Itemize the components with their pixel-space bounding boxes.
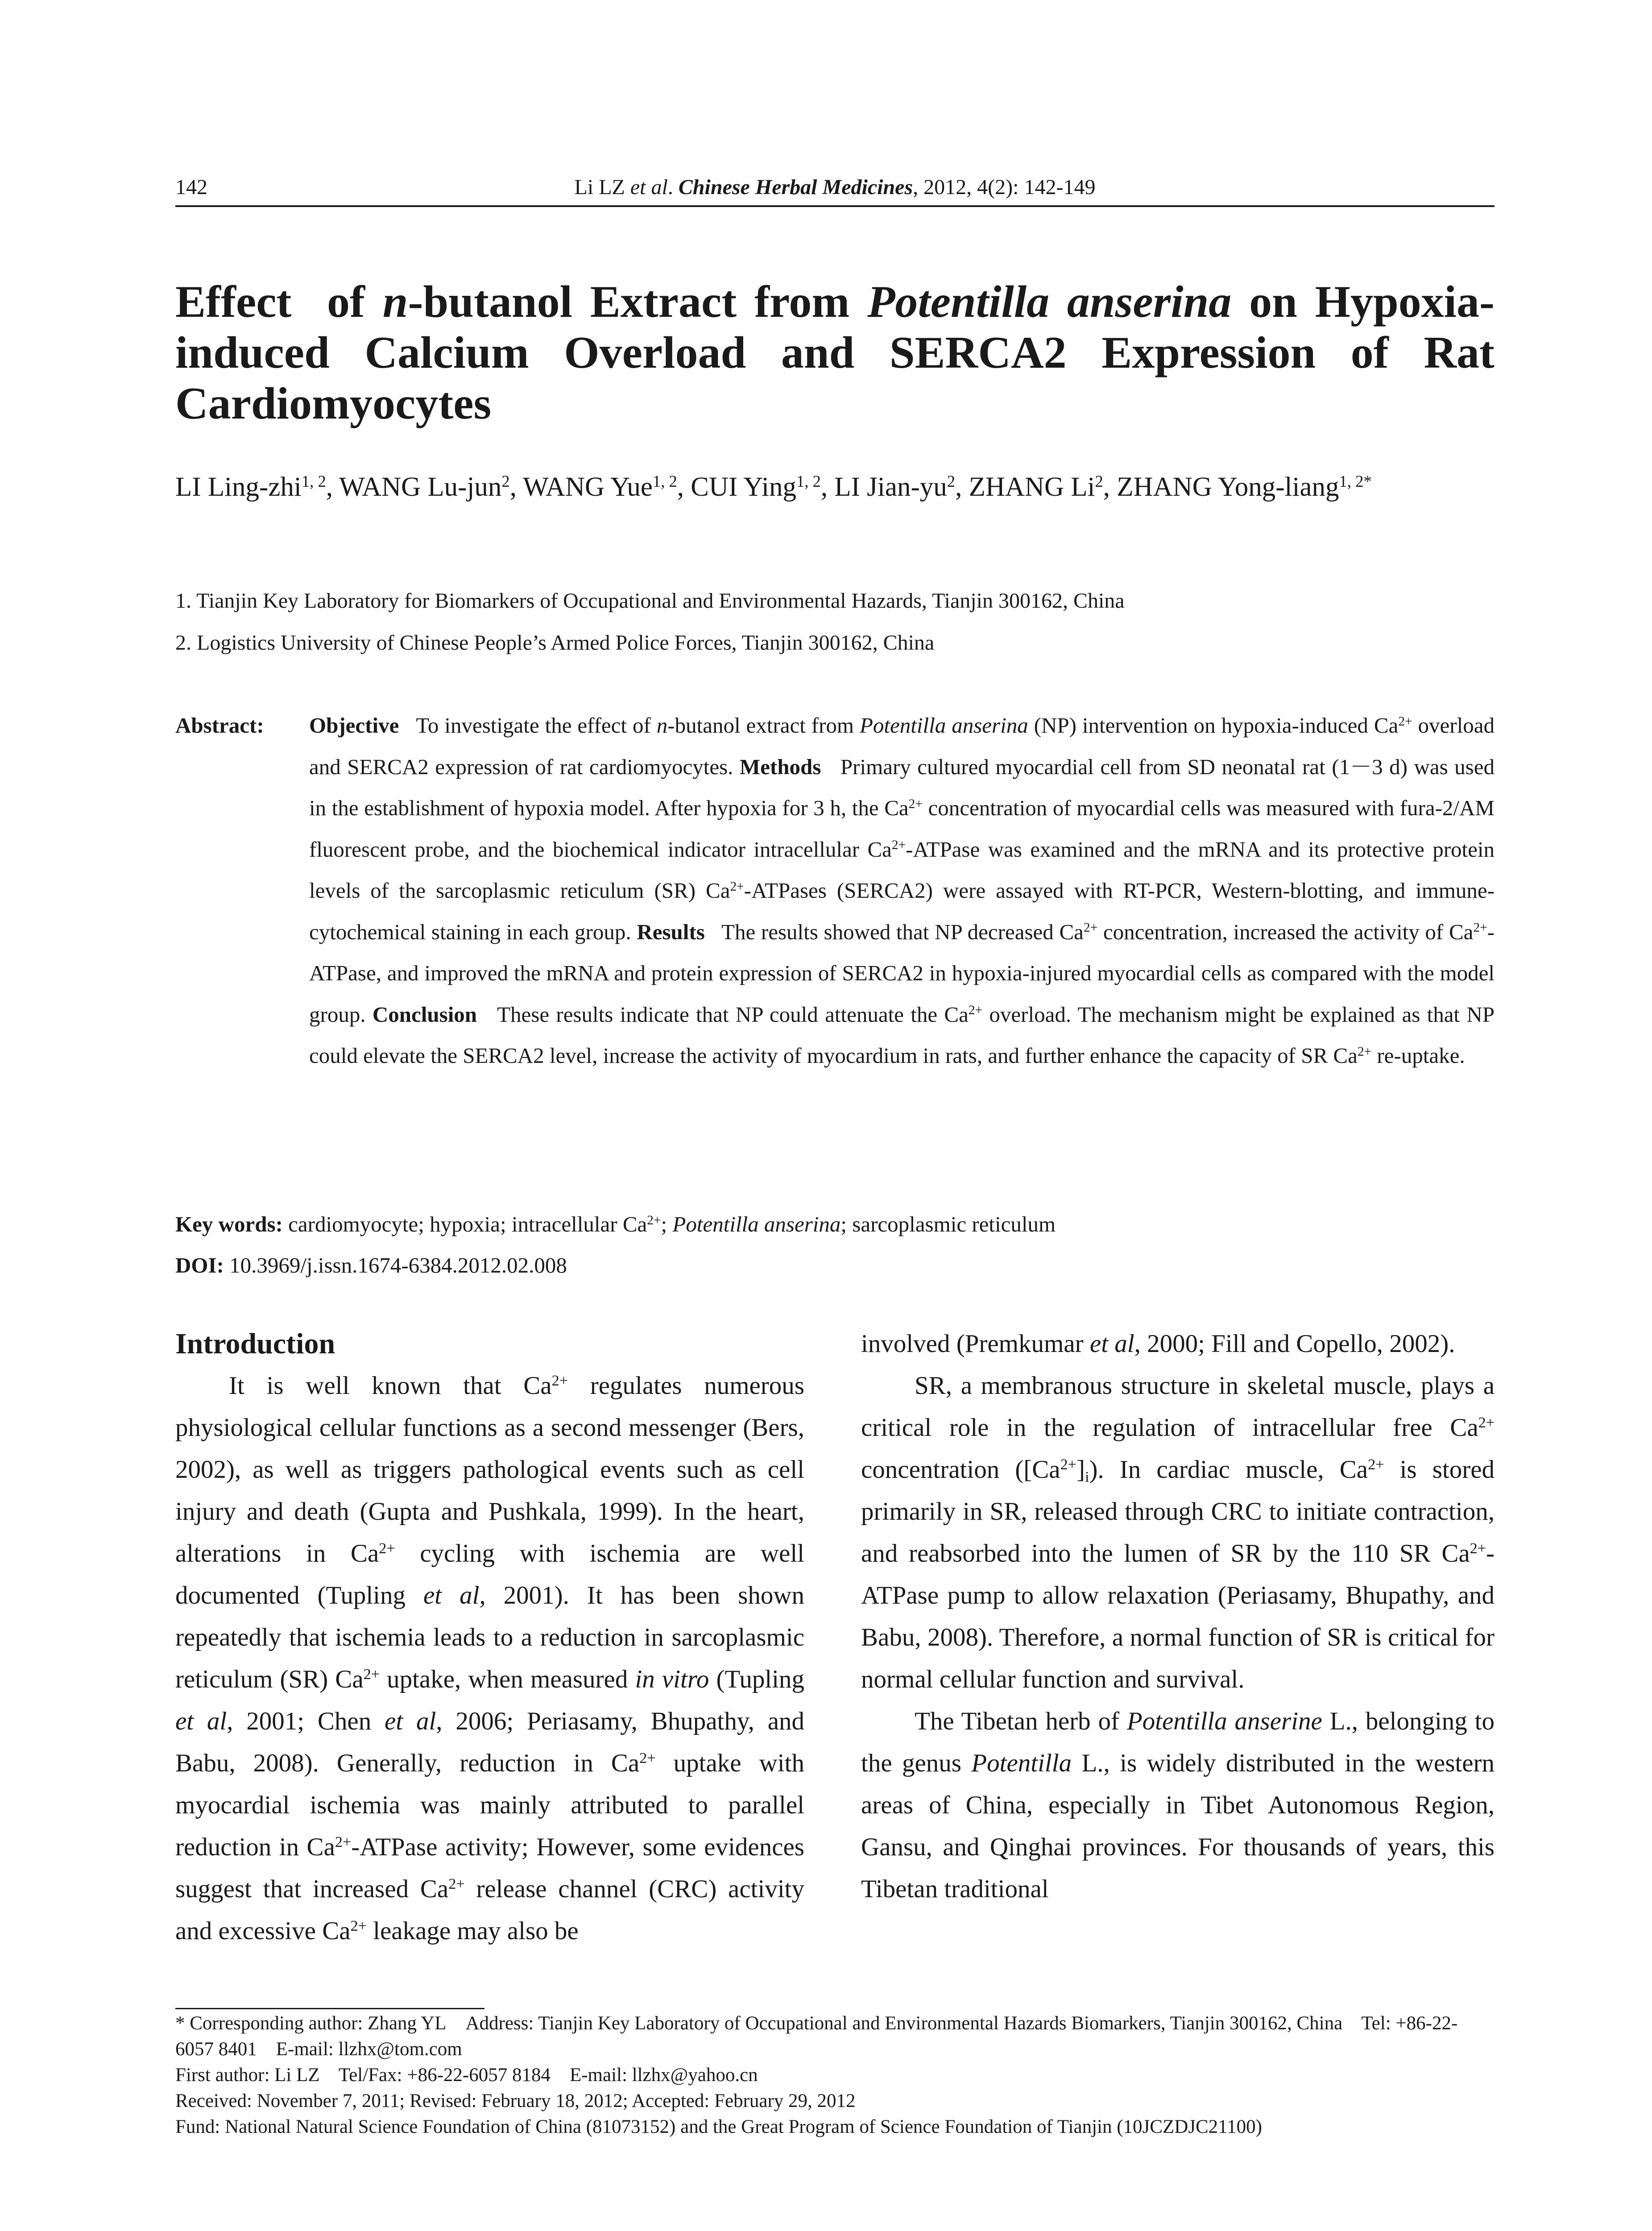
page-header — [175, 175, 1495, 205]
paragraph: It is well known that $Ca^{2+}$ regulates numerous physiological cellular functions as a second messenger (Bers, 2002), as well as triggers pathological events such as cell injury and death (Gupta and Pushkala, 1999). In the heart, alterations in $Ca^{2+}$ cycling with ischemia are well documented (Tupling et al, 2001). It has been shown repeatedly that ischemia leads to a reduction in sarcoplasmic reticulum (SR) $Ca^{2+}$ uptake, when measured in vitro (Tupling et al, 2001; Chen et al, 2006; Periasamy, Bhupathy, and Babu, 2008). Generally, reduction in $Ca^{2+}$ uptake with myocardial ischemia was mainly attributed to parallel reduction in $Ca^{2+}$-ATPase activity; However, some evidences suggest that increased $Ca^{2+}$ release channel (CRC) activity and excessive $Ca^{2+}$ leakage may also be — [175, 1372, 805, 1945]
introduction-heading: Introduction — [175, 1327, 335, 1360]
paragraph: SR, a membranous structure in skeletal muscle, plays a critical role in the regulation of intracellular free $Ca^{2+}$ concentration $([Ca^{2+}]_i)$. In cardiac muscle, $Ca^{2+}$ is stored primarily in SR, released through CRC to initiate contraction, and reabsorbed into the lumen of SR by the 110 SR $Ca^{2+}$-ATPase pump to allow relaxation (Periasamy, Bhupathy, and Babu, 2008). Therefore, a normal function of SR is critical for normal cellular function and survival. — [861, 1372, 1495, 1693]
abstract-body: Objective To investigate the effect of n-butanol extract from Potentilla anserina (NP) intervention on hypoxia-induced $Ca^{2+}$ overload and SERCA2 expression of rat cardiomyocytes. Methods Primary cultured myocardial cell from SD neonatal rat (1－3 d) was used in the establishment of hypoxia model. After hypoxia for 3 h, the $Ca^{2+}$ concentration of myocardial cells was measured with fura-2/AM fluorescent probe, and the biochemical indicator intracellular $Ca^{2+}$-ATPase was examined and the mRNA and its protective protein levels of the sarcoplasmic reticulum (SR) $Ca^{2+}$-ATPases (SERCA2) were assayed with RT-PCR, Western-blotting, and immune-cytochemical staining in each group. Results The results showed that NP decreased $Ca^{2+}$ concentration, increased the activity of $Ca^{2+}$-ATPase, and improved the mRNA and protein expression of SERCA2 in hypoxia-injured myocardial cells as compared with the model group. Conclusion These results indicate that NP could attenuate the $Ca^{2+}$ overload. The mechanism might be explained as that NP could elevate the SERCA2 level, increase the activity of myocardium in rats, and further enhance the capacity of SR $Ca^{2+}$ re-uptake. — [309, 713, 1495, 1068]
left-column — [175, 1323, 804, 1952]
doi — [175, 1245, 1495, 1286]
page-number: 142 — [175, 175, 207, 199]
right-column — [861, 1323, 1495, 1910]
author-list: LI Ling-zhi$^{1, 2}$, WANG Lu-jun$^2$, WANG Yue$^{1, 2}$, CUI Ying$^{1, 2}$, LI Jian-$yu^2$, ZHANG Li$^2$, ZHANG Yong-liang$^{1, 2*}$ — [175, 472, 1372, 502]
footnote-fund: Fund: National Natural Science Foundation of China (81073152) and the Great Program of Science Foundation of Tianjin (10JCZDJC21100) — [175, 2116, 1262, 2137]
affiliation-2: 2. Logistics University of Chinese People’s Armed Police Forces, Tianjin 300162, China — [175, 631, 935, 655]
footnote-dates: Received: November 7, 2011; Revised: February 18, 2012; Accepted: February 29, 2012 — [175, 2090, 856, 2111]
paragraph: involved (Premkumar et al, 2000; Fill and Copello, 2002). — [861, 1330, 1455, 1358]
left-column-text — [175, 1365, 804, 1952]
title-line-3: Cardiomyocytes — [175, 378, 492, 429]
keywords — [175, 1204, 1495, 1245]
article-title — [175, 277, 1495, 429]
title-line-2: induced Calcium Overload and SERCA2 Expression of Rat — [175, 328, 1495, 378]
keywords-value: cardiomyocyte; hypoxia; intracellular $Ca^{2+}$; Potentilla anserina; sarcoplasmic reticulum — [282, 1212, 1056, 1236]
footnote-rule — [175, 2008, 484, 2009]
footnotes — [175, 2011, 1495, 2140]
affiliation-list — [175, 580, 1495, 664]
footnote-first-author: First author: Li LZ Tel/Fax: +86-22-6057 8184 E-mail: llzhx@yahoo.cn — [175, 2065, 758, 2086]
running-head: Li LZ et al. Chinese Herbal Medicines, 2012, 4(2): 142-149 — [574, 175, 1096, 199]
doi-label: DOI: — [175, 1253, 224, 1277]
paragraph: The Tibetan herb of Potentilla anserine L., belonging to the genus Potentilla L., is widely distributed in the western areas of China, especially in Tibet Autonomous Region, Gansu, and Qinghai provinces. For thousands of years, this Tibetan traditional — [861, 1707, 1495, 1903]
doi-value: 10.3969/j.issn.1674-6384.2012.02.008 — [224, 1253, 567, 1277]
right-column-text — [861, 1323, 1495, 1910]
abstract-label: Abstract: — [175, 713, 264, 738]
footnote-corresponding-author: * Corresponding author: Zhang YL Address: Tianjin Key Laboratory of Occupational and Environmental Hazards Biomarkers, Tianjin 300162, China Tel: +86-22-6057 8401 E-mail: llzhx@tom.com — [175, 2013, 1458, 2060]
affiliation-1: 1. Tianjin Key Laboratory for Biomarkers of Occupational and Environmental Hazards, Tianjin 300162, China — [175, 589, 1125, 613]
header-rule — [175, 205, 1495, 207]
keywords-label: Key words: — [175, 1212, 283, 1236]
title-line-1: Effect of n-butanol Extract from Potentilla anserina on Hypoxia- — [175, 277, 1495, 327]
